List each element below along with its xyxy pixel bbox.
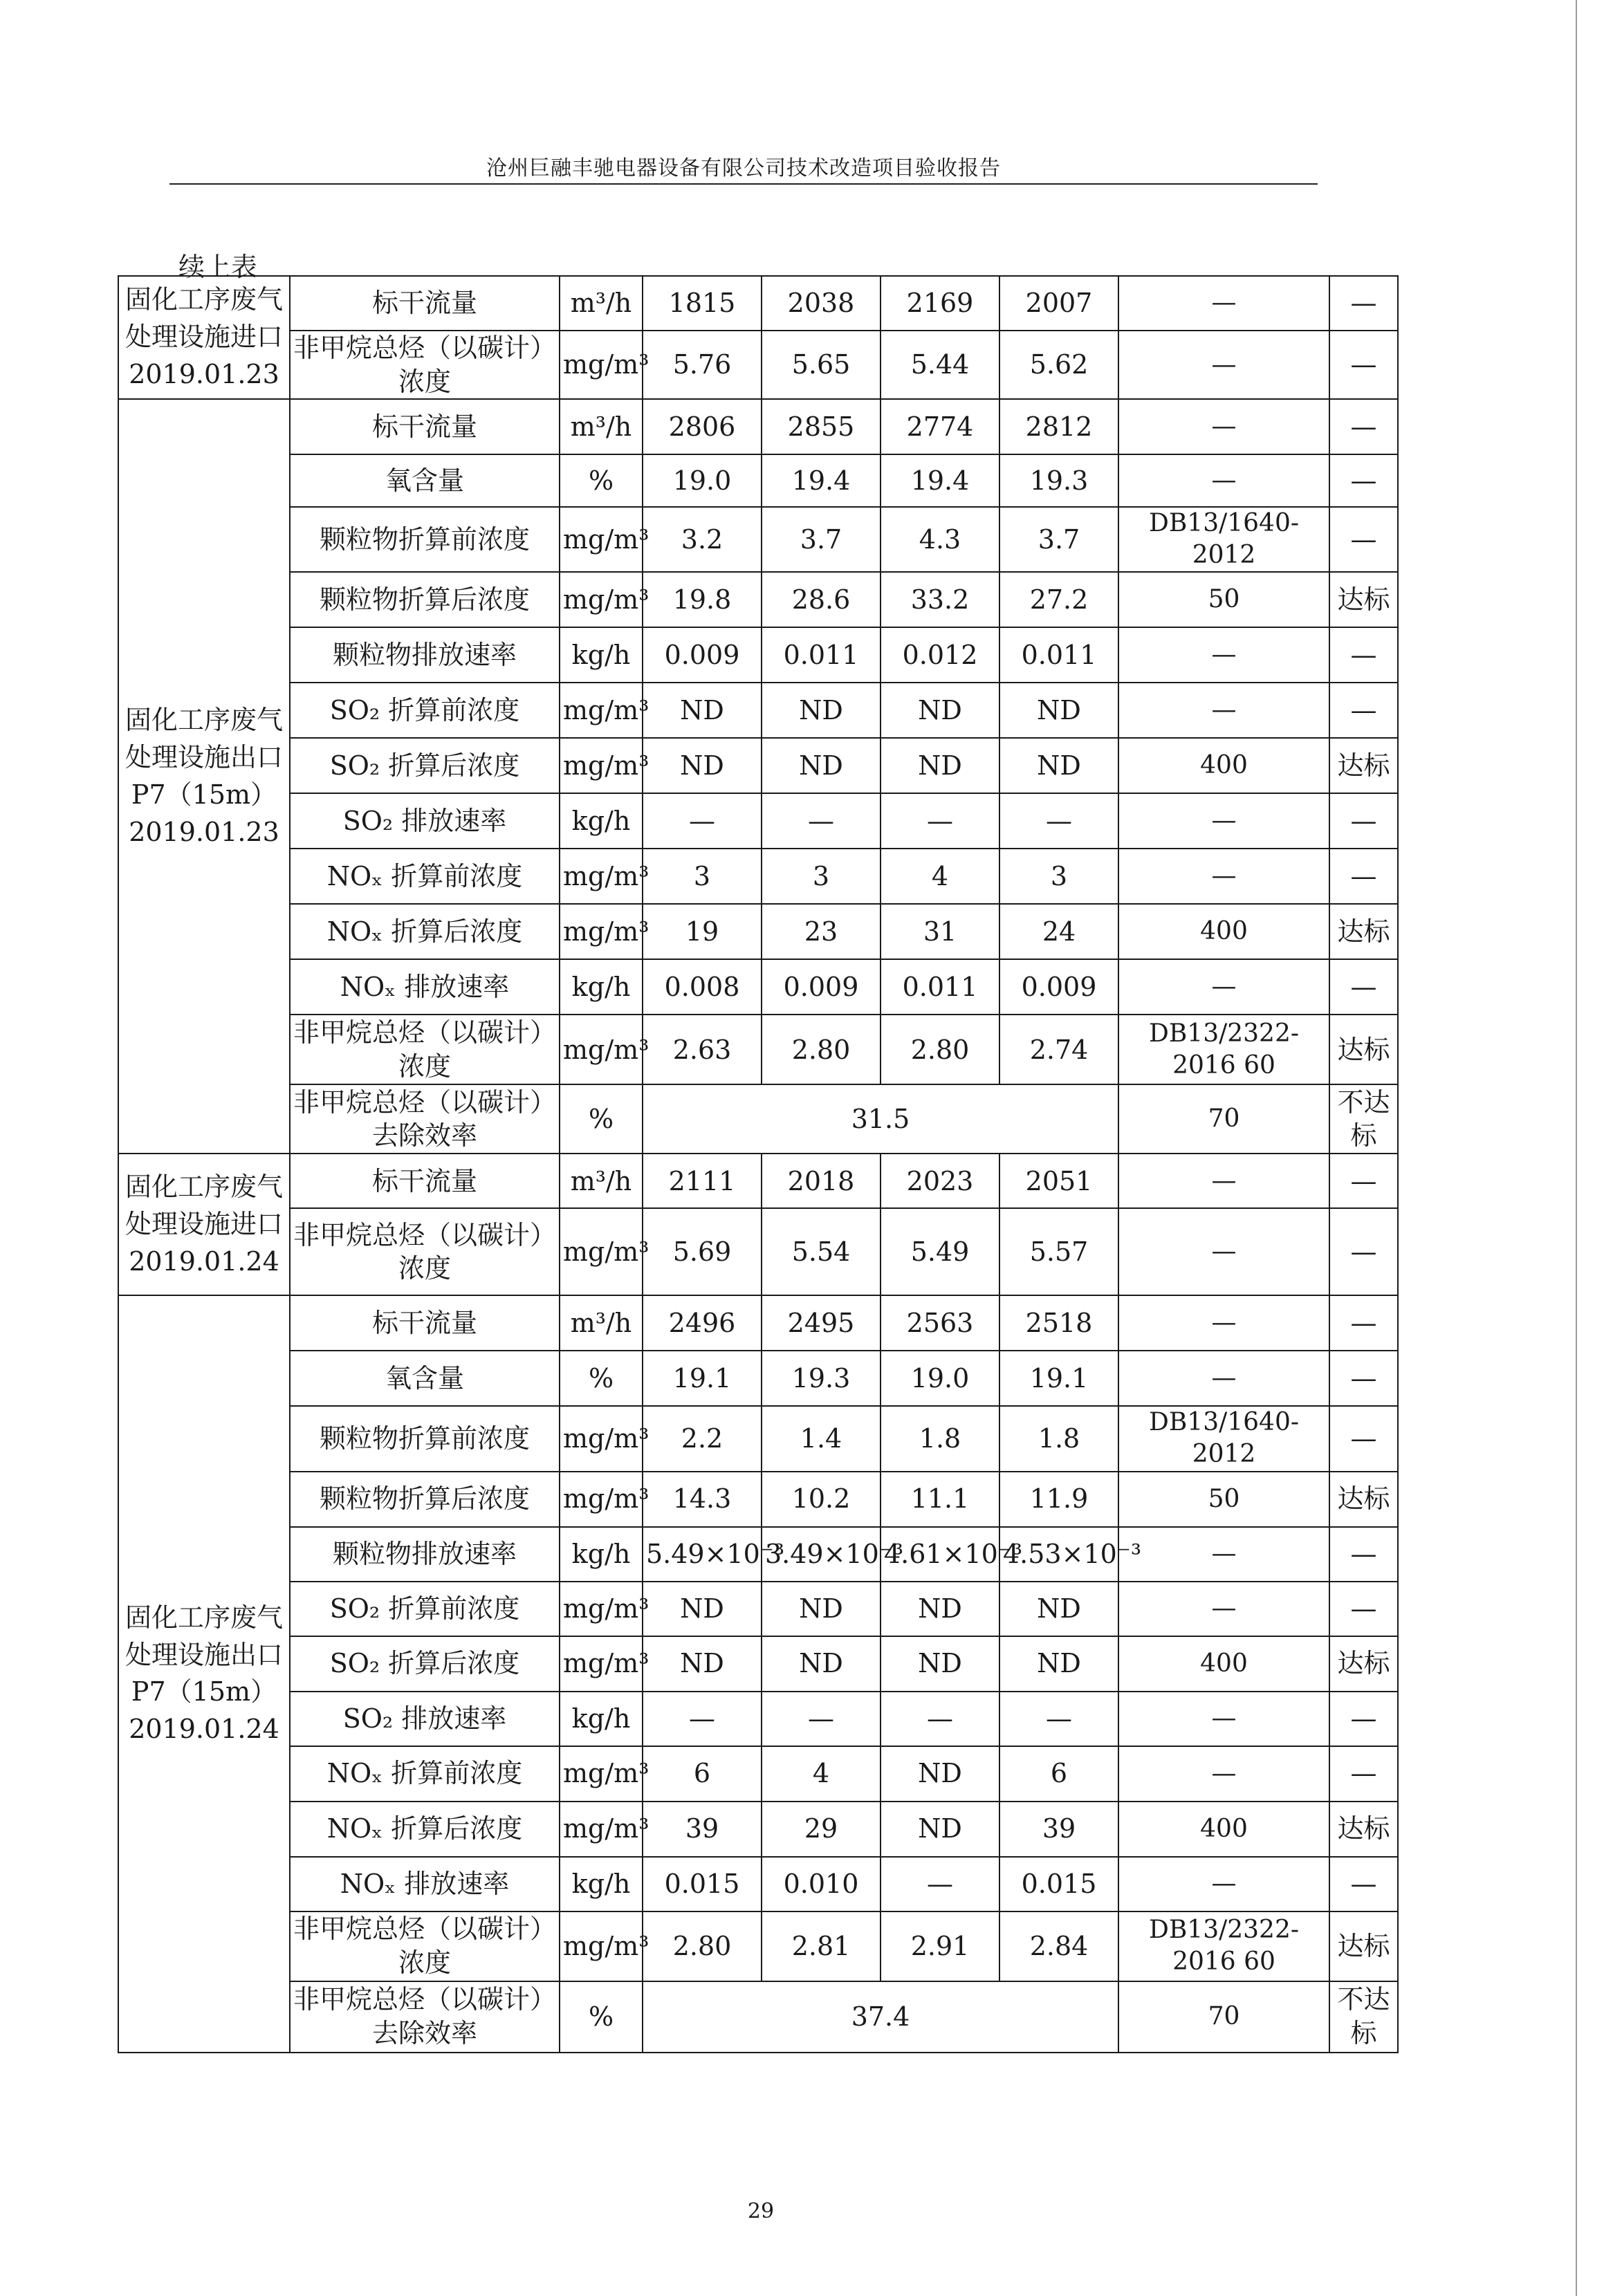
- standard-cell: —: [1118, 399, 1329, 454]
- table-row: [118, 627, 1398, 683]
- standard-cell: 400: [1118, 1802, 1329, 1857]
- unit-cell: m³/h: [560, 1154, 643, 1208]
- value-cell-2: ND: [762, 1636, 881, 1692]
- item-cell: 颗粒物折算后浓度: [290, 572, 560, 627]
- sampling-point-cell: 固化工序废气处理设施出口 P7（15m）2019.01.24: [118, 1295, 290, 2052]
- value-cell-1: ND: [643, 683, 762, 738]
- value-cell-1: 2111: [643, 1154, 762, 1208]
- value-cell-3: ND: [881, 1746, 999, 1802]
- standard-cell: 400: [1118, 904, 1329, 959]
- item-cell: 非甲烷总烃（以碳计）去除效率: [290, 1084, 560, 1154]
- merged-value-cell: 31.5: [643, 1084, 1118, 1154]
- table-row: [118, 1692, 1398, 1746]
- result-cell: —: [1329, 1208, 1398, 1295]
- value-cell-1: 0.015: [643, 1857, 762, 1911]
- item-cell: 非甲烷总烃（以碳计）浓度: [290, 1015, 560, 1084]
- item-cell: NOₓ 排放速率: [290, 1857, 560, 1911]
- table-row: [118, 1911, 1398, 1981]
- item-cell: 非甲烷总烃（以碳计）浓度: [290, 1911, 560, 1981]
- result-cell: 达标: [1329, 1472, 1398, 1527]
- value-cell-4: ND: [999, 1636, 1118, 1692]
- value-cell-2: 0.010: [762, 1857, 881, 1911]
- unit-cell: kg/h: [560, 1527, 643, 1582]
- value-cell-1: 3: [643, 849, 762, 904]
- table-row: [118, 1472, 1398, 1527]
- result-cell: —: [1329, 683, 1398, 738]
- standard-cell: —: [1118, 793, 1329, 849]
- unit-cell: mg/m³: [560, 1911, 643, 1981]
- value-cell-4: ND: [999, 1582, 1118, 1636]
- table-row: [118, 1527, 1398, 1582]
- value-cell-1: 19.8: [643, 572, 762, 627]
- unit-cell: mg/m³: [560, 507, 643, 572]
- item-cell: NOₓ 折算后浓度: [290, 904, 560, 959]
- value-cell-4: 0.009: [999, 959, 1118, 1015]
- value-cell-2: —: [762, 1692, 881, 1746]
- value-cell-1: 2.2: [643, 1406, 762, 1471]
- value-cell-2: 19.4: [762, 454, 881, 507]
- item-cell: NOₓ 排放速率: [290, 959, 560, 1015]
- value-cell-2: 0.009: [762, 959, 881, 1015]
- value-cell-1: 5.69: [643, 1208, 762, 1295]
- sampling-point-cell: 固化工序废气处理设施进口2019.01.24: [118, 1154, 290, 1295]
- table-row: [118, 276, 1398, 331]
- value-cell-4: 24: [999, 904, 1118, 959]
- standard-cell: 70: [1118, 1084, 1329, 1154]
- standard-cell: —: [1118, 454, 1329, 507]
- value-cell-4: 19.3: [999, 454, 1118, 507]
- item-cell: 颗粒物折算后浓度: [290, 1472, 560, 1527]
- result-cell: 达标: [1329, 1911, 1398, 1981]
- standard-cell: —: [1118, 1295, 1329, 1351]
- item-cell: SO₂ 排放速率: [290, 1692, 560, 1746]
- value-cell-1: 1815: [643, 276, 762, 331]
- unit-cell: %: [560, 1351, 643, 1406]
- value-cell-2: 3.49×10⁻³: [762, 1527, 881, 1582]
- value-cell-1: 2.80: [643, 1911, 762, 1981]
- table-row: [118, 1582, 1398, 1636]
- value-cell-4: 11.9: [999, 1472, 1118, 1527]
- item-cell: 颗粒物排放速率: [290, 1527, 560, 1582]
- page-number: 29: [747, 2199, 775, 2223]
- value-cell-1: 2.63: [643, 1015, 762, 1084]
- header-rule: [169, 183, 1318, 185]
- value-cell-3: ND: [881, 1636, 999, 1692]
- value-cell-3: 31: [881, 904, 999, 959]
- value-cell-3: 4.3: [881, 507, 999, 572]
- value-cell-3: 2563: [881, 1295, 999, 1351]
- table-row: [118, 1154, 1398, 1208]
- result-cell: —: [1329, 1746, 1398, 1802]
- scan-edge-line: [1576, 0, 1577, 2296]
- item-cell: NOₓ 折算前浓度: [290, 1746, 560, 1802]
- value-cell-1: 39: [643, 1802, 762, 1857]
- unit-cell: mg/m³: [560, 1582, 643, 1636]
- value-cell-4: 0.011: [999, 627, 1118, 683]
- unit-cell: mg/m³: [560, 572, 643, 627]
- unit-cell: mg/m³: [560, 1746, 643, 1802]
- standard-cell: 50: [1118, 572, 1329, 627]
- value-cell-4: 2007: [999, 276, 1118, 331]
- table-row: [118, 1084, 1398, 1154]
- value-cell-3: 33.2: [881, 572, 999, 627]
- value-cell-4: ND: [999, 738, 1118, 793]
- unit-cell: mg/m³: [560, 331, 643, 399]
- unit-cell: mg/m³: [560, 849, 643, 904]
- unit-cell: kg/h: [560, 1692, 643, 1746]
- unit-cell: %: [560, 1084, 643, 1154]
- value-cell-1: 6: [643, 1746, 762, 1802]
- unit-cell: m³/h: [560, 1295, 643, 1351]
- sampling-point-cell: 固化工序废气处理设施出口 P7（15m）2019.01.23: [118, 399, 290, 1154]
- unit-cell: mg/m³: [560, 1406, 643, 1471]
- table-row: [118, 507, 1398, 572]
- value-cell-3: 19.4: [881, 454, 999, 507]
- item-cell: SO₂ 折算后浓度: [290, 1636, 560, 1692]
- value-cell-2: 0.011: [762, 627, 881, 683]
- item-cell: 标干流量: [290, 1154, 560, 1208]
- result-cell: 达标: [1329, 1636, 1398, 1692]
- unit-cell: mg/m³: [560, 1472, 643, 1527]
- value-cell-4: 2.74: [999, 1015, 1118, 1084]
- table-row: [118, 572, 1398, 627]
- standard-cell: 400: [1118, 1636, 1329, 1692]
- unit-cell: %: [560, 1981, 643, 2053]
- standard-cell: —: [1118, 1692, 1329, 1746]
- monitoring-results-table: [118, 275, 1399, 2053]
- table-row: [118, 683, 1398, 738]
- result-cell: —: [1329, 399, 1398, 454]
- result-cell: —: [1329, 1527, 1398, 1582]
- value-cell-1: 0.008: [643, 959, 762, 1015]
- value-cell-2: 1.4: [762, 1406, 881, 1471]
- table-row: [118, 399, 1398, 454]
- standard-cell: 70: [1118, 1981, 1329, 2053]
- value-cell-3: 2.80: [881, 1015, 999, 1084]
- item-cell: 标干流量: [290, 399, 560, 454]
- result-cell: —: [1329, 276, 1398, 331]
- value-cell-2: 2.81: [762, 1911, 881, 1981]
- value-cell-4: —: [999, 793, 1118, 849]
- table-row: [118, 1015, 1398, 1084]
- value-cell-3: —: [881, 1857, 999, 1911]
- unit-cell: m³/h: [560, 276, 643, 331]
- value-cell-4: 2051: [999, 1154, 1118, 1208]
- table-row: [118, 738, 1398, 793]
- result-cell: —: [1329, 507, 1398, 572]
- result-cell: —: [1329, 331, 1398, 399]
- item-cell: 非甲烷总烃（以碳计）浓度: [290, 1208, 560, 1295]
- item-cell: SO₂ 折算前浓度: [290, 1582, 560, 1636]
- value-cell-2: 2018: [762, 1154, 881, 1208]
- value-cell-1: 19: [643, 904, 762, 959]
- table-row: [118, 1636, 1398, 1692]
- unit-cell: mg/m³: [560, 904, 643, 959]
- value-cell-1: 2496: [643, 1295, 762, 1351]
- table-row: [118, 959, 1398, 1015]
- value-cell-3: ND: [881, 1582, 999, 1636]
- result-cell: 达标: [1329, 1802, 1398, 1857]
- result-cell: —: [1329, 849, 1398, 904]
- value-cell-4: 2.84: [999, 1911, 1118, 1981]
- value-cell-1: 3.2: [643, 507, 762, 572]
- result-cell: 不达标: [1329, 1084, 1398, 1154]
- standard-cell: DB13/2322-2016 60: [1118, 1015, 1329, 1084]
- standard-cell: —: [1118, 1527, 1329, 1582]
- value-cell-3: ND: [881, 1802, 999, 1857]
- value-cell-1: 0.009: [643, 627, 762, 683]
- value-cell-3: 2774: [881, 399, 999, 454]
- value-cell-1: 19.1: [643, 1351, 762, 1406]
- result-cell: —: [1329, 1582, 1398, 1636]
- unit-cell: m³/h: [560, 399, 643, 454]
- value-cell-2: 5.65: [762, 331, 881, 399]
- standard-cell: —: [1118, 1154, 1329, 1208]
- standard-cell: 400: [1118, 738, 1329, 793]
- table-caption: 续上表: [178, 252, 258, 282]
- value-cell-3: —: [881, 793, 999, 849]
- value-cell-3: 2169: [881, 276, 999, 331]
- value-cell-4: 3.7: [999, 507, 1118, 572]
- item-cell: NOₓ 折算前浓度: [290, 849, 560, 904]
- standard-cell: —: [1118, 1857, 1329, 1911]
- value-cell-1: ND: [643, 1636, 762, 1692]
- result-cell: —: [1329, 1351, 1398, 1406]
- value-cell-4: 6: [999, 1746, 1118, 1802]
- item-cell: 标干流量: [290, 276, 560, 331]
- unit-cell: %: [560, 454, 643, 507]
- value-cell-1: ND: [643, 738, 762, 793]
- report-header: 沧州巨融丰驰电器设备有限公司技术改造项目验收报告: [486, 156, 1001, 180]
- value-cell-2: 3: [762, 849, 881, 904]
- result-cell: —: [1329, 1154, 1398, 1208]
- standard-cell: DB13/1640-2012: [1118, 507, 1329, 572]
- standard-cell: —: [1118, 1582, 1329, 1636]
- value-cell-2: 23: [762, 904, 881, 959]
- value-cell-3: 5.44: [881, 331, 999, 399]
- result-cell: —: [1329, 1857, 1398, 1911]
- table-row: [118, 1802, 1398, 1857]
- value-cell-3: 2023: [881, 1154, 999, 1208]
- standard-cell: —: [1118, 331, 1329, 399]
- value-cell-4: ND: [999, 683, 1118, 738]
- result-cell: —: [1329, 959, 1398, 1015]
- unit-cell: mg/m³: [560, 738, 643, 793]
- unit-cell: mg/m³: [560, 1802, 643, 1857]
- table-row: [118, 1208, 1398, 1295]
- sampling-point-cell: 固化工序废气处理设施进口2019.01.23: [118, 276, 290, 399]
- value-cell-4: 1.8: [999, 1406, 1118, 1471]
- unit-cell: kg/h: [560, 627, 643, 683]
- value-cell-3: 4.61×10⁻³: [881, 1527, 999, 1582]
- result-cell: —: [1329, 1692, 1398, 1746]
- table-row: [118, 454, 1398, 507]
- item-cell: 标干流量: [290, 1295, 560, 1351]
- standard-cell: —: [1118, 1746, 1329, 1802]
- result-cell: 不达标: [1329, 1981, 1398, 2053]
- value-cell-1: —: [643, 793, 762, 849]
- result-cell: —: [1329, 454, 1398, 507]
- value-cell-2: 2.80: [762, 1015, 881, 1084]
- value-cell-3: 1.8: [881, 1406, 999, 1471]
- value-cell-4: 5.57: [999, 1208, 1118, 1295]
- value-cell-2: 2038: [762, 276, 881, 331]
- result-cell: 达标: [1329, 904, 1398, 959]
- result-cell: 达标: [1329, 1015, 1398, 1084]
- value-cell-3: ND: [881, 738, 999, 793]
- standard-cell: —: [1118, 849, 1329, 904]
- value-cell-2: 2855: [762, 399, 881, 454]
- value-cell-4: 2518: [999, 1295, 1118, 1351]
- result-cell: —: [1329, 627, 1398, 683]
- standard-cell: —: [1118, 627, 1329, 683]
- standard-cell: DB13/2322-2016 60: [1118, 1911, 1329, 1981]
- table-row: [118, 1746, 1398, 1802]
- standard-cell: —: [1118, 1208, 1329, 1295]
- unit-cell: kg/h: [560, 1857, 643, 1911]
- item-cell: SO₂ 折算前浓度: [290, 683, 560, 738]
- result-cell: —: [1329, 1295, 1398, 1351]
- standard-cell: 50: [1118, 1472, 1329, 1527]
- merged-value-cell: 37.4: [643, 1981, 1118, 2053]
- value-cell-4: 19.1: [999, 1351, 1118, 1406]
- result-cell: 达标: [1329, 572, 1398, 627]
- item-cell: NOₓ 折算后浓度: [290, 1802, 560, 1857]
- value-cell-3: ND: [881, 683, 999, 738]
- value-cell-4: 5.62: [999, 331, 1118, 399]
- result-cell: —: [1329, 793, 1398, 849]
- table-row: [118, 1351, 1398, 1406]
- value-cell-4: 3: [999, 849, 1118, 904]
- standard-cell: —: [1118, 1351, 1329, 1406]
- value-cell-1: 14.3: [643, 1472, 762, 1527]
- unit-cell: mg/m³: [560, 1015, 643, 1084]
- value-cell-3: 4: [881, 849, 999, 904]
- unit-cell: kg/h: [560, 793, 643, 849]
- value-cell-1: 19.0: [643, 454, 762, 507]
- table-row: [118, 904, 1398, 959]
- unit-cell: kg/h: [560, 959, 643, 1015]
- result-cell: —: [1329, 1406, 1398, 1471]
- value-cell-2: 4: [762, 1746, 881, 1802]
- table-body: [118, 276, 1398, 2053]
- value-cell-1: —: [643, 1692, 762, 1746]
- value-cell-1: 5.76: [643, 331, 762, 399]
- value-cell-2: ND: [762, 683, 881, 738]
- table-row: [118, 1406, 1398, 1471]
- value-cell-3: 2.91: [881, 1911, 999, 1981]
- table-row: [118, 1295, 1398, 1351]
- value-cell-2: 3.7: [762, 507, 881, 572]
- table-row: [118, 1857, 1398, 1911]
- item-cell: SO₂ 折算后浓度: [290, 738, 560, 793]
- value-cell-4: 27.2: [999, 572, 1118, 627]
- value-cell-2: ND: [762, 1582, 881, 1636]
- item-cell: 颗粒物排放速率: [290, 627, 560, 683]
- value-cell-1: ND: [643, 1582, 762, 1636]
- value-cell-3: —: [881, 1692, 999, 1746]
- item-cell: 颗粒物折算前浓度: [290, 507, 560, 572]
- value-cell-3: 0.011: [881, 959, 999, 1015]
- value-cell-4: 2812: [999, 399, 1118, 454]
- standard-cell: —: [1118, 683, 1329, 738]
- value-cell-4: 39: [999, 1802, 1118, 1857]
- item-cell: 氧含量: [290, 454, 560, 507]
- value-cell-3: 11.1: [881, 1472, 999, 1527]
- value-cell-1: 2806: [643, 399, 762, 454]
- standard-cell: —: [1118, 959, 1329, 1015]
- result-cell: 达标: [1329, 738, 1398, 793]
- item-cell: 非甲烷总烃（以碳计）浓度: [290, 331, 560, 399]
- value-cell-2: ND: [762, 738, 881, 793]
- value-cell-2: 29: [762, 1802, 881, 1857]
- value-cell-2: 19.3: [762, 1351, 881, 1406]
- item-cell: 非甲烷总烃（以碳计）去除效率: [290, 1981, 560, 2053]
- unit-cell: mg/m³: [560, 683, 643, 738]
- item-cell: 氧含量: [290, 1351, 560, 1406]
- table-row: [118, 331, 1398, 399]
- item-cell: 颗粒物折算前浓度: [290, 1406, 560, 1471]
- value-cell-3: 19.0: [881, 1351, 999, 1406]
- value-cell-3: 0.012: [881, 627, 999, 683]
- value-cell-2: 28.6: [762, 572, 881, 627]
- standard-cell: —: [1118, 276, 1329, 331]
- value-cell-3: 5.49: [881, 1208, 999, 1295]
- unit-cell: mg/m³: [560, 1208, 643, 1295]
- value-cell-2: 10.2: [762, 1472, 881, 1527]
- value-cell-4: —: [999, 1692, 1118, 1746]
- value-cell-4: 4.53×10⁻³: [999, 1527, 1118, 1582]
- table-row: [118, 849, 1398, 904]
- standard-cell: DB13/1640-2012: [1118, 1406, 1329, 1471]
- value-cell-4: 0.015: [999, 1857, 1118, 1911]
- item-cell: SO₂ 排放速率: [290, 793, 560, 849]
- value-cell-1: 5.49×10⁻³: [643, 1527, 762, 1582]
- table-row: [118, 793, 1398, 849]
- table-row: [118, 1981, 1398, 2053]
- value-cell-2: 5.54: [762, 1208, 881, 1295]
- unit-cell: mg/m³: [560, 1636, 643, 1692]
- value-cell-2: —: [762, 793, 881, 849]
- value-cell-2: 2495: [762, 1295, 881, 1351]
